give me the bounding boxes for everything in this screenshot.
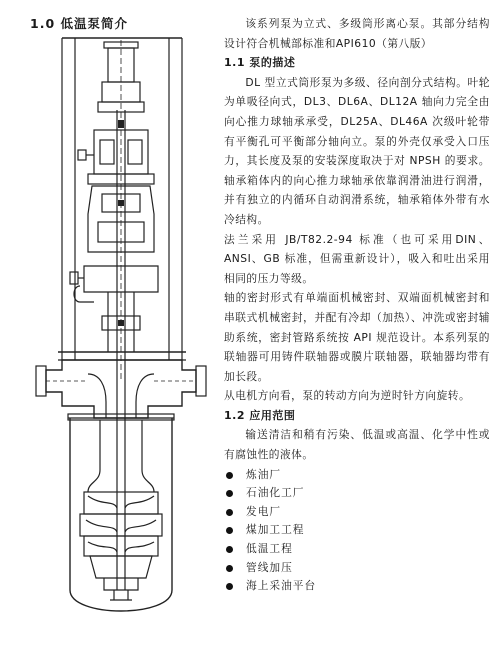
list-item: [224, 559, 490, 578]
text-column: [224, 14, 490, 596]
list-item-label: 煤加工工程: [246, 523, 305, 537]
bullet-icon: [226, 565, 233, 572]
section-1-2-heading: 1.2 应用范围: [224, 408, 296, 422]
list-item-label: 管线加压: [246, 560, 293, 574]
list-item-label: 炼油厂: [246, 467, 282, 481]
list-item: [224, 466, 490, 485]
list-item-label: 海上采油平台: [246, 579, 317, 593]
bullet-icon: [226, 546, 233, 553]
list-item-label: 石油化工厂: [246, 486, 305, 500]
bullet-icon: [226, 509, 233, 516]
shaft-seal-paragraph: 轴的密封形式有单端面机械密封、双端面机械密封和串联式机械密封，并配有冷却（加热）、冲洗或密封辅助系统，密封管路系统按 API 规范设计。本系列泵的联轴器可用铸件联轴器或膜片联轴器，联轴器均带有加长段。: [224, 291, 490, 383]
application-list: [224, 466, 490, 596]
section-1-1-heading: 1.1 泵的描述: [224, 56, 296, 70]
application-description: 输送清洁和稍有污染、低温或高温、化学中性或有腐蚀性的液体。: [224, 428, 490, 462]
bullet-icon: [226, 490, 233, 497]
section-title: 1.0 低温泵简介: [30, 16, 128, 31]
list-item-label: 低温工程: [246, 542, 293, 556]
pump-cross-section-drawing: [18, 30, 218, 630]
list-item: [224, 521, 490, 540]
list-item-label: 发电厂: [246, 504, 282, 518]
list-item: [224, 577, 490, 596]
rotation-direction-paragraph: 从电机方向看，泵的转动方向为逆时针方向旋转。: [224, 389, 471, 403]
pump-description-paragraph: DL 型立式筒形泵为多级、径向剖分式结构。叶轮为单吸径向式，DL3、DL6A、DL12A 轴向力完全由向心推力球轴承承受，DL25A、DL46A 次级叶轮带有平衡孔可平衡部分轴向立。泵的外壳仅承受入口压力，其长度及泵的安装深度取决于对 NPSH 的要求。轴承箱体内的向心推力球轴承依靠润滑油进行润滑，并有独立的内循环自动润滑系统，轴承箱体外带有水冷结构。: [224, 75, 490, 226]
bullet-icon: [226, 472, 233, 479]
bullet-icon: [226, 527, 233, 534]
list-item: [224, 503, 490, 522]
list-item: [224, 484, 490, 503]
intro-paragraph: 该系列泵为立式、多级筒形离心泵。其部分结构设计符合机械部标准和API610（第八版）: [224, 17, 490, 50]
bullet-icon: [226, 583, 233, 590]
list-item: [224, 540, 490, 559]
flange-standard-paragraph: 法兰采用 JB/T82.2-94 标准（也可采用DIN、ANSI、GB 标准，但需重新设计），吸入和吐出采用相同的压力等级。: [224, 232, 490, 285]
